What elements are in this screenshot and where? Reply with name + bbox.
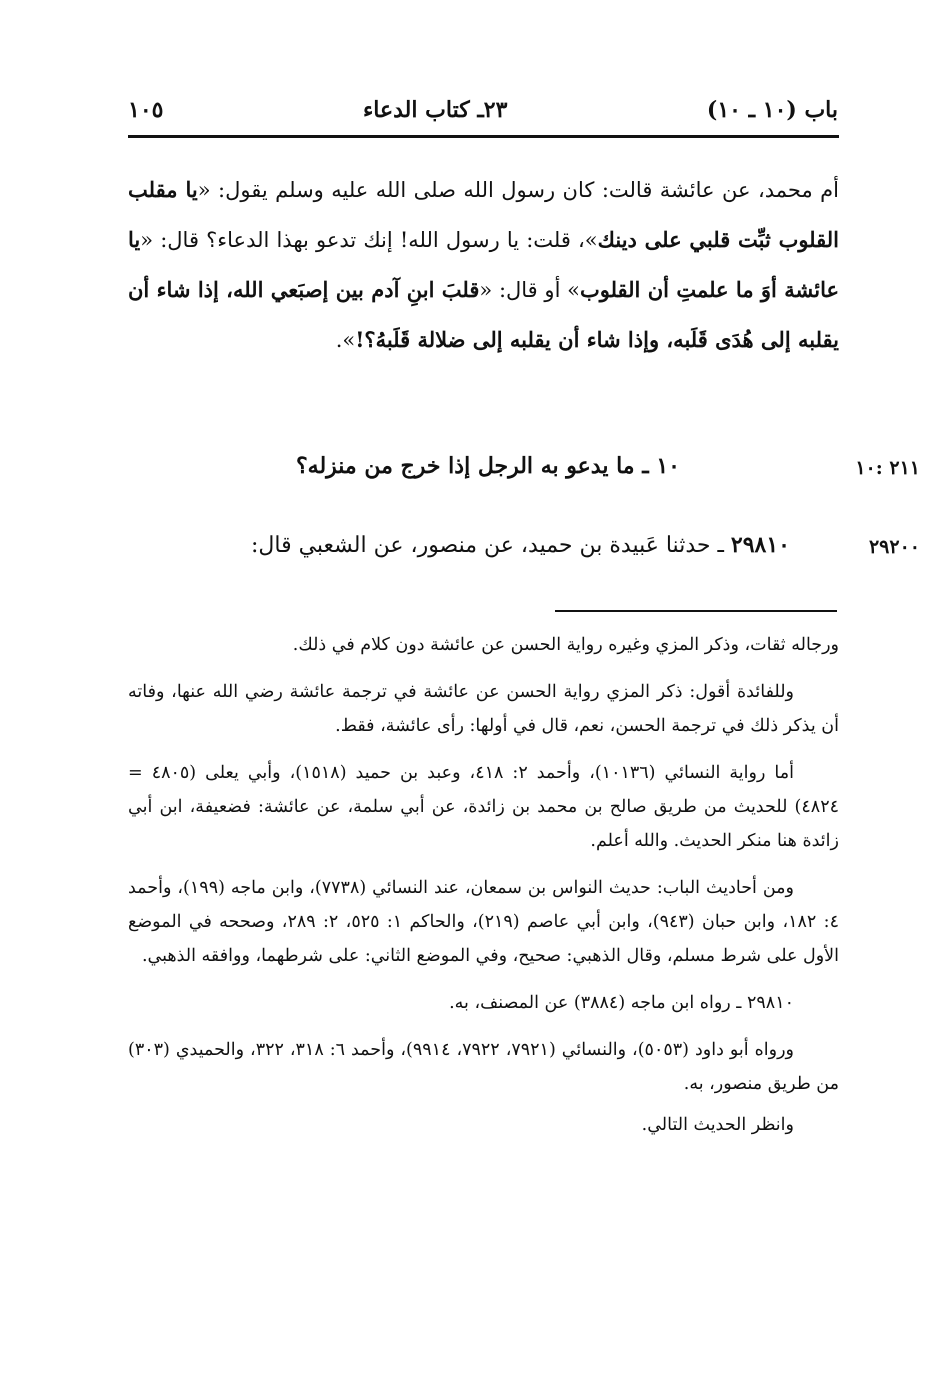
hadith-margin-ref: ٢٩٢٠٠	[868, 536, 920, 558]
text-run: » أو قال: «	[479, 278, 580, 302]
section-heading: ١٠ ـ ما يدعو به الرجل إذا خرج من منزله؟	[295, 453, 680, 479]
main-text	[128, 165, 839, 365]
footnote-separator	[555, 610, 837, 612]
text-run: »، قلت: يا رسول الله! إنك تدعو بهذا الدعاء؟ قال: «	[140, 228, 598, 252]
hadith-text: ـ حدثنا عَبيدة بن حميد، عن منصور، عن الشعبي قال:	[250, 533, 731, 558]
quoted-saying: قلبَ ابنِ آدم بين إصبَعي الله، إذا شاء أن يقلبه إلى هُدَى قَلَبه، وإذا شاء أن يقلبه إلى ضلالة قَلَبهُ؟!	[128, 277, 839, 352]
text-run: ».	[335, 328, 356, 352]
footnotes	[128, 628, 839, 1155]
page-header	[128, 88, 838, 132]
book-title: ٢٣ـ كتاب الدعاء	[362, 97, 508, 123]
header-rule	[128, 135, 839, 138]
main-paragraph	[128, 165, 839, 365]
quoted-supplication: يا مقلب القلوب ثبِّت قلبي على دينك	[128, 177, 839, 252]
footnote-paragraph: وانظر الحديث التالي.	[641, 1115, 794, 1135]
footnote-paragraph: ومن أحاديث الباب: حديث النواس بن سمعان، عند النسائي (٧٧٣٨)، وابن ماجه (١٩٩)، وأحمد ٤: ١٨٢، وابن حبان (٩٤٣)، وابن أبي عاصم (٢١٩)، والحاكم ١: ٥٢٥، ٢: ٢٨٩، وصححه في الموضع الأول على شرط مسلم، وقال الذهبي: صحيح، وفي الموضع الثاني: على شرطهما، ووافقه الذهبي.	[128, 878, 839, 966]
section-heading-row	[160, 453, 920, 493]
text-run: أم محمد، عن عائشة قالت: كان رسول الله صلى الله عليه وسلم يقول: «	[197, 178, 839, 202]
footnote-paragraph: ٢٩٨١٠ ـ رواه ابن ماجه (٣٨٨٤) عن المصنف، به.	[449, 993, 794, 1013]
chapter-label: باب (١٠ ـ ١٠)	[706, 97, 838, 123]
footnote-paragraph: وللفائدة أقول: ذكر المزي رواية الحسن عن عائشة في ترجمة عائشة رضي الله عنها، وفاته أن يذكر ذلك في ترجمة الحسن، نعم، قال في أولها: رأى عائشة، فقط.	[128, 682, 839, 736]
quoted-saying: يا عائشة أوَ ما علمتِ أن القلوب	[128, 227, 840, 302]
footnote-paragraph: ورجاله ثقات، وذكر المزي وغيره رواية الحسن عن عائشة دون كلام في ذلك.	[292, 635, 839, 655]
footnote-paragraph: أما رواية النسائي (١٠١٣٦)، وأحمد ٢: ٤١٨، وعبد بن حميد (١٥١٨)، وأبي يعلى (٤٨٠٥ = ٤٨٢٤) للحديث من طريق صالح بن محمد بن زائدة، عن أبي سلمة، عن عائشة: فضعيفة، ابن أبي زائدة هنا منكر الحديث. والله أعلم.	[128, 763, 839, 851]
page-number: ١٠٥	[128, 97, 164, 123]
hadith-line	[251, 532, 790, 558]
hadith-number: ٢٩٨١٠	[730, 532, 790, 558]
section-margin-ref: ١٠: ٢١١	[855, 457, 920, 479]
hadith-row	[250, 532, 920, 572]
footnote-paragraph: ورواه أبو داود (٥٠٥٣)، والنسائي (٧٩٢١، ٧٩٢٢، ٩٩١٤)، وأحمد ٦: ٣١٨، ٣٢٢، والحميدي (٣٠٣) من طريق منصور، به.	[128, 1040, 839, 1094]
